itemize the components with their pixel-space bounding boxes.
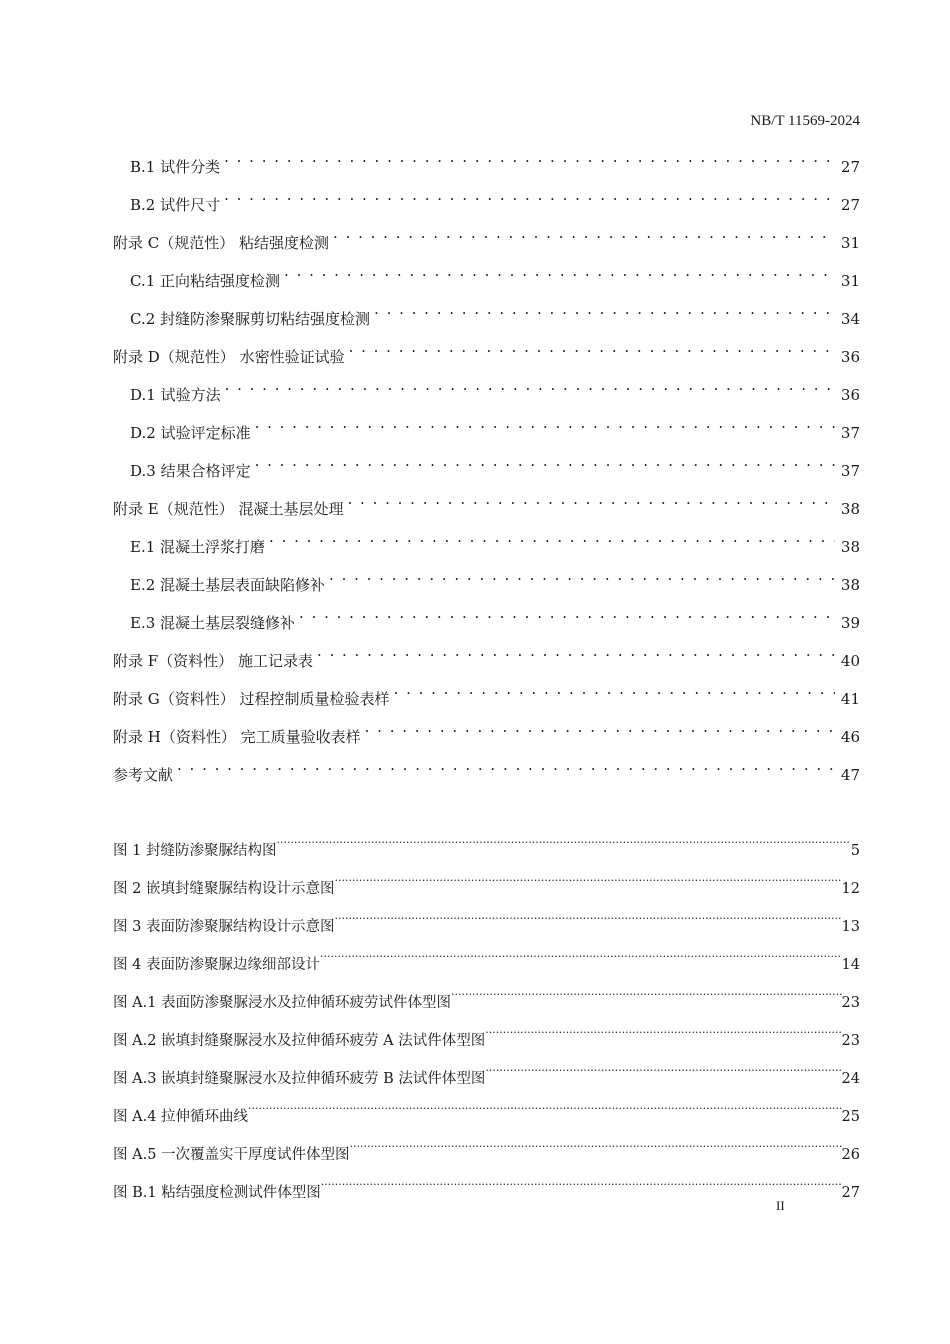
figure-entry-title: 图 4 表面防渗聚脲边缘细部设计	[113, 957, 320, 973]
toc-entry[interactable]	[113, 332, 860, 370]
toc-entry[interactable]	[113, 446, 860, 484]
toc-entry-page: 37	[840, 462, 860, 480]
toc-entry[interactable]	[113, 294, 860, 332]
toc-entry[interactable]	[113, 750, 860, 788]
figure-entry-page: 14	[841, 957, 860, 973]
toc-entry-page: 36	[840, 386, 860, 404]
figure-entry-page: 24	[841, 1071, 860, 1087]
toc-leader-dots	[255, 408, 835, 438]
toc-leader-dots	[225, 370, 835, 400]
toc-entry[interactable]	[113, 370, 860, 408]
document-code: NB/T 11569-2024	[750, 113, 860, 129]
figure-entry[interactable]	[113, 939, 860, 977]
figure-entry-title: 图 A.3 嵌填封缝聚脲浸水及拉伸循环疲劳 B 法试件体型图	[113, 1071, 486, 1087]
toc-entry-title: 参考文献	[113, 766, 174, 784]
toc-entry-title: E.1 混凝土浮浆打磨	[130, 538, 266, 556]
toc-entry-page: 34	[840, 310, 860, 328]
figure-entry-page: 27	[841, 1185, 860, 1201]
toc-leader-dots	[333, 218, 835, 248]
toc-entry-page: 31	[840, 234, 860, 252]
figure-entry[interactable]	[113, 1129, 860, 1167]
figure-leader-dots	[451, 977, 842, 1007]
toc-entry[interactable]	[113, 636, 860, 674]
figure-entry-title: 图 A.4 拉伸循环曲线	[113, 1109, 249, 1125]
toc-entry[interactable]	[113, 522, 860, 560]
toc-entry-page: 46	[840, 728, 860, 746]
toc-leader-dots	[317, 636, 835, 666]
toc-entry-title: B.1 试件分类	[130, 158, 221, 176]
toc-entry[interactable]	[113, 598, 860, 636]
toc-leader-dots	[374, 294, 835, 324]
toc-entry-page: 27	[840, 158, 860, 176]
page-number: II	[776, 1198, 785, 1213]
toc-entry-page: 41	[840, 690, 860, 708]
list-of-figures	[113, 825, 860, 1205]
figure-leader-dots	[350, 1129, 842, 1159]
figure-entry-title: 图 A.2 嵌填封缝聚脲浸水及拉伸循环疲劳 A 法试件体型图	[113, 1033, 486, 1049]
figure-entry-title: 图 B.1 粘结强度检测试件体型图	[113, 1185, 321, 1201]
toc-entry-title: 附录 F（资料性） 施工记录表	[113, 652, 313, 670]
figure-entry-title: 图 3 表面防渗聚脲结构设计示意图	[113, 919, 335, 935]
toc-entry-page: 38	[840, 576, 860, 594]
toc-entry[interactable]	[113, 256, 860, 294]
toc-entry-title: 附录 G（资料性） 过程控制质量检验表样	[113, 690, 390, 708]
toc-leader-dots	[365, 712, 835, 742]
table-of-contents	[113, 142, 860, 788]
figure-entry[interactable]	[113, 977, 860, 1015]
figure-entry[interactable]	[113, 825, 860, 863]
toc-entry-title: C.2 封缝防渗聚脲剪切粘结强度检测	[130, 310, 371, 328]
toc-leader-dots	[177, 750, 835, 780]
toc-leader-dots	[284, 256, 835, 286]
toc-entry-title: E.3 混凝土基层裂缝修补	[130, 614, 296, 632]
figure-leader-dots	[320, 939, 842, 969]
figure-entry-page: 23	[841, 1033, 860, 1049]
figure-entry[interactable]	[113, 901, 860, 939]
toc-leader-dots	[299, 598, 835, 628]
toc-leader-dots	[269, 522, 835, 552]
toc-entry[interactable]	[113, 560, 860, 598]
figure-leader-dots	[276, 825, 850, 855]
toc-entry-title: C.1 正向粘结强度检测	[130, 272, 281, 290]
toc-entry-title: E.2 混凝土基层表面缺陷修补	[130, 576, 326, 594]
figure-entry-page: 23	[841, 995, 860, 1011]
figure-entry-page: 26	[841, 1147, 860, 1163]
figure-leader-dots	[334, 863, 841, 893]
figure-entry[interactable]	[113, 1015, 860, 1053]
figure-entry[interactable]	[113, 1091, 860, 1129]
toc-entry-page: 39	[840, 614, 860, 632]
toc-entry-page: 36	[840, 348, 860, 366]
toc-entry[interactable]	[113, 218, 860, 256]
toc-entry[interactable]	[113, 712, 860, 750]
figure-entry[interactable]	[113, 863, 860, 901]
toc-entry-page: 27	[840, 196, 860, 214]
figure-entry-page: 13	[841, 919, 860, 935]
toc-entry-title: 附录 C（规范性） 粘结强度检测	[113, 234, 330, 252]
toc-leader-dots	[349, 332, 835, 362]
toc-leader-dots	[224, 142, 835, 172]
toc-entry-page: 47	[840, 766, 860, 784]
toc-entry[interactable]	[113, 142, 860, 180]
figure-entry-page: 5	[850, 843, 860, 859]
toc-entry[interactable]	[113, 180, 860, 218]
toc-entry-page: 38	[840, 500, 860, 518]
figure-entry-title: 图 A.1 表面防渗聚脲浸水及拉伸循环疲劳试件体型图	[113, 995, 452, 1011]
toc-entry[interactable]	[113, 674, 860, 712]
toc-entry-title: D.1 试验方法	[130, 386, 221, 404]
figure-leader-dots	[248, 1091, 842, 1121]
toc-entry-title: D.2 试验评定标准	[130, 424, 251, 442]
figure-entry[interactable]	[113, 1167, 860, 1205]
toc-leader-dots	[224, 180, 835, 210]
figure-leader-dots	[321, 1167, 842, 1197]
figure-entry-page: 12	[841, 881, 860, 897]
figure-entry-page: 25	[841, 1109, 860, 1125]
toc-entry-title: D.3 结果合格评定	[130, 462, 251, 480]
toc-leader-dots	[329, 560, 835, 590]
toc-entry-title: 附录 D（规范性） 水密性验证试验	[113, 348, 345, 366]
figure-leader-dots	[334, 901, 841, 931]
toc-entry-title: 附录 H（资料性） 完工质量验收表样	[113, 728, 361, 746]
figure-entry-title: 图 A.5 一次覆盖实干厚度试件体型图	[113, 1147, 350, 1163]
toc-entry-title: 附录 E（规范性） 混凝土基层处理	[113, 500, 344, 518]
toc-leader-dots	[255, 446, 835, 476]
figure-leader-dots	[485, 1053, 841, 1083]
toc-leader-dots	[348, 484, 835, 514]
toc-entry-page: 40	[840, 652, 860, 670]
figure-leader-dots	[485, 1015, 841, 1045]
figure-entry-title: 图 1 封缝防渗聚脲结构图	[113, 843, 277, 859]
toc-entry[interactable]	[113, 408, 860, 446]
toc-leader-dots	[394, 674, 835, 704]
figure-entry-title: 图 2 嵌填封缝聚脲结构设计示意图	[113, 881, 335, 897]
toc-entry-page: 31	[840, 272, 860, 290]
figure-entry[interactable]	[113, 1053, 860, 1091]
toc-entry[interactable]	[113, 484, 860, 522]
toc-entry-title: B.2 试件尺寸	[130, 196, 221, 214]
toc-entry-page: 37	[840, 424, 860, 442]
toc-entry-page: 38	[840, 538, 860, 556]
